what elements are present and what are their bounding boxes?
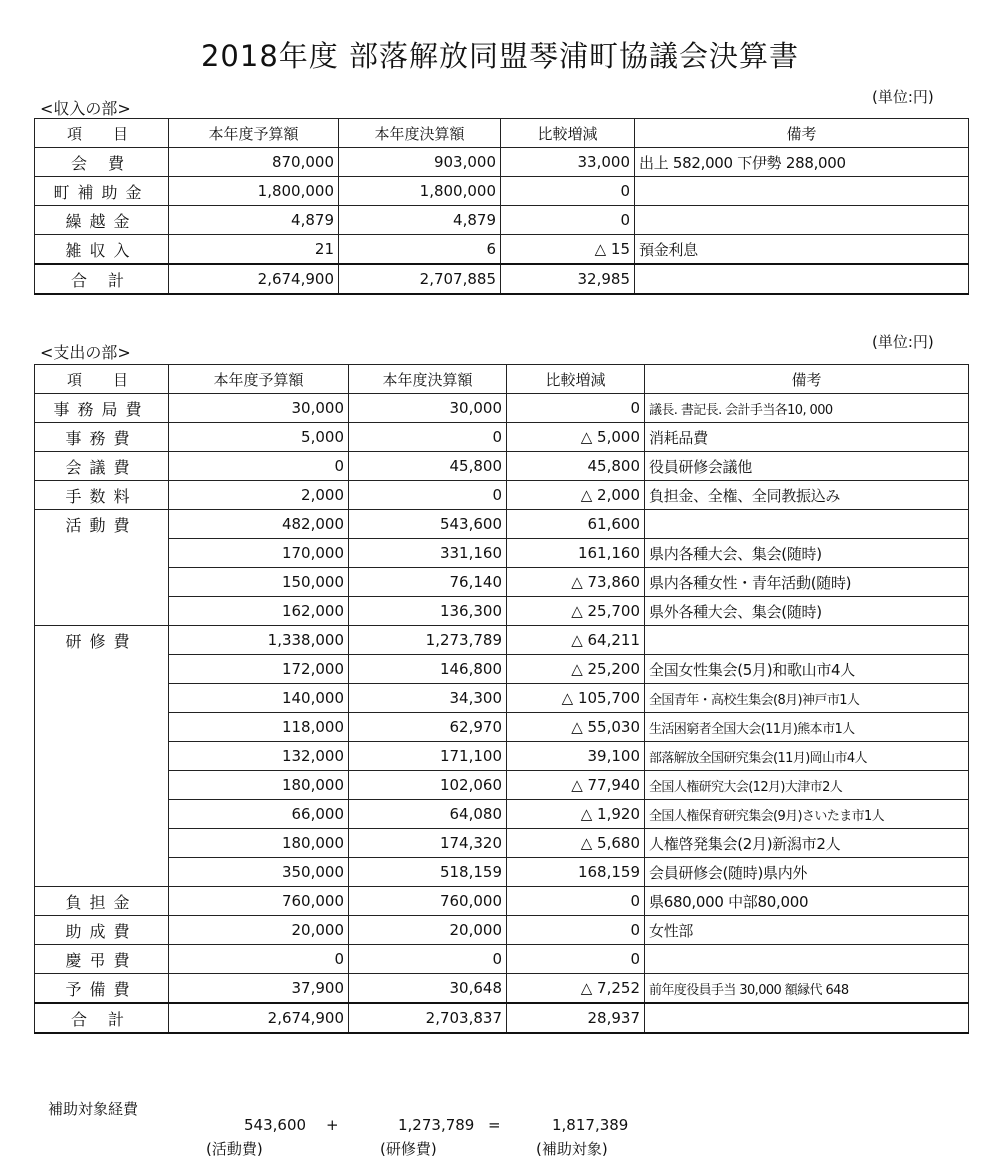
total-diff: 32,985 [501, 264, 635, 294]
row-actual: 331,160 [349, 539, 507, 568]
row-budget: 180,000 [169, 829, 349, 858]
table-row [35, 568, 969, 597]
row-budget: 172,000 [169, 655, 349, 684]
row-diff: △ 5,680 [507, 829, 645, 858]
total-row [35, 264, 969, 294]
table-row [35, 452, 969, 481]
row-diff: △ 73,860 [507, 568, 645, 597]
row-actual: 174,320 [349, 829, 507, 858]
table-row [35, 423, 969, 452]
table-row [35, 394, 969, 423]
row-diff: 0 [507, 916, 645, 945]
row-diff: △ 55,030 [507, 713, 645, 742]
row-diff: △ 7,252 [507, 974, 645, 1004]
table-row [35, 177, 969, 206]
table-row [35, 148, 969, 177]
table-row [35, 597, 969, 626]
row-item [35, 597, 169, 626]
row-item: 助成費 [35, 916, 169, 945]
row-diff: 168,159 [507, 858, 645, 887]
column-header: 比較増減 [501, 119, 635, 148]
row-budget: 482,000 [169, 510, 349, 539]
row-item [35, 800, 169, 829]
table-row [35, 713, 969, 742]
table-row [35, 481, 969, 510]
column-header: 項 目 [35, 365, 169, 394]
row-item: 事務費 [35, 423, 169, 452]
row-diff: △ 64,211 [507, 626, 645, 655]
row-actual: 4,879 [339, 206, 501, 235]
table-row [35, 655, 969, 684]
row-budget: 870,000 [169, 148, 339, 177]
row-budget: 132,000 [169, 742, 349, 771]
row-note: 全国人権研究大会(12月)大津市2人 [645, 771, 969, 800]
row-note: 女性部 [645, 916, 969, 945]
row-diff: 161,160 [507, 539, 645, 568]
row-actual: 171,100 [349, 742, 507, 771]
row-item: 活動費 [35, 510, 169, 539]
table-row [35, 235, 969, 265]
row-note [635, 177, 969, 206]
row-item: 事務局費 [35, 394, 169, 423]
row-note: 全国青年・高校生集会(8月)神戸市1人 [645, 684, 969, 713]
table-row [35, 539, 969, 568]
row-actual: 30,648 [349, 974, 507, 1004]
equals-sign: = [488, 1116, 501, 1134]
header-row [35, 119, 969, 148]
row-diff: 0 [501, 206, 635, 235]
row-diff: 0 [507, 394, 645, 423]
row-actual: 0 [349, 945, 507, 974]
row-actual: 136,300 [349, 597, 507, 626]
row-note: 役員研修会議他 [645, 452, 969, 481]
plus-sign: + [326, 1116, 339, 1134]
row-item [35, 829, 169, 858]
row-actual: 34,300 [349, 684, 507, 713]
row-actual: 0 [349, 481, 507, 510]
row-note: 負担金、全権、全同教振込み [645, 481, 969, 510]
row-note: 出上 582,000 下伊勢 288,000 [635, 148, 969, 177]
row-item: 会議費 [35, 452, 169, 481]
table-row [35, 510, 969, 539]
row-budget: 162,000 [169, 597, 349, 626]
column-header: 本年度決算額 [349, 365, 507, 394]
row-item [35, 771, 169, 800]
total-note [645, 1003, 969, 1033]
row-diff: △ 5,000 [507, 423, 645, 452]
row-budget: 760,000 [169, 887, 349, 916]
row-item [35, 684, 169, 713]
row-budget: 66,000 [169, 800, 349, 829]
subsidy-training-caption: (研修費) [380, 1140, 437, 1158]
row-note: 全国女性集会(5月)和歌山市4人 [645, 655, 969, 684]
document-title: 2018年度 部落解放同盟琴浦町協議会決算書 [200, 39, 800, 73]
row-diff: 61,600 [507, 510, 645, 539]
row-diff: 0 [507, 945, 645, 974]
income-unit-label: (単位:円) [872, 88, 934, 106]
row-budget: 20,000 [169, 916, 349, 945]
row-actual: 760,000 [349, 887, 507, 916]
row-diff: △ 25,200 [507, 655, 645, 684]
table-row [35, 974, 969, 1004]
row-note [645, 626, 969, 655]
row-item: 雑収入 [35, 235, 169, 265]
income-table [34, 118, 969, 295]
row-note: 県外各種大会、集会(随時) [645, 597, 969, 626]
row-actual: 64,080 [349, 800, 507, 829]
row-diff: △ 25,700 [507, 597, 645, 626]
total-actual: 2,703,837 [349, 1003, 507, 1033]
row-actual: 76,140 [349, 568, 507, 597]
row-budget: 5,000 [169, 423, 349, 452]
total-item: 合 計 [35, 1003, 169, 1033]
subsidy-total-caption: (補助対象) [536, 1140, 608, 1158]
row-budget: 0 [169, 945, 349, 974]
total-row [35, 1003, 969, 1033]
row-note: 部落解放全国研究集会(11月)岡山市4人 [645, 742, 969, 771]
row-budget: 0 [169, 452, 349, 481]
column-header: 項 目 [35, 119, 169, 148]
table-row [35, 945, 969, 974]
total-budget: 2,674,900 [169, 1003, 349, 1033]
row-note [645, 510, 969, 539]
table-row [35, 742, 969, 771]
column-header: 備考 [635, 119, 969, 148]
row-note: 全国人権保育研究集会(9月)さいたま市1人 [645, 800, 969, 829]
row-budget: 2,000 [169, 481, 349, 510]
subsidy-training-amount: 1,273,789 [398, 1116, 475, 1134]
row-item [35, 858, 169, 887]
table-row [35, 684, 969, 713]
row-actual: 102,060 [349, 771, 507, 800]
row-budget: 30,000 [169, 394, 349, 423]
column-header: 本年度決算額 [339, 119, 501, 148]
row-item: 負担金 [35, 887, 169, 916]
expense-section-label: <支出の部> [40, 343, 131, 362]
row-item: 慶弔費 [35, 945, 169, 974]
total-note [635, 264, 969, 294]
column-header: 本年度予算額 [169, 119, 339, 148]
row-item [35, 539, 169, 568]
row-budget: 4,879 [169, 206, 339, 235]
row-item [35, 742, 169, 771]
row-note: 生活困窮者全国大会(11月)熊本市1人 [645, 713, 969, 742]
row-item: 手数料 [35, 481, 169, 510]
row-diff: 39,100 [507, 742, 645, 771]
total-item: 合 計 [35, 264, 169, 294]
row-diff: 0 [501, 177, 635, 206]
row-diff: 0 [507, 887, 645, 916]
row-note [635, 206, 969, 235]
total-budget: 2,674,900 [169, 264, 339, 294]
total-actual: 2,707,885 [339, 264, 501, 294]
table-row [35, 858, 969, 887]
income-section-label: <収入の部> [40, 99, 131, 118]
row-diff: △ 77,940 [507, 771, 645, 800]
row-note: 会員研修会(随時)県内外 [645, 858, 969, 887]
row-note: 県内各種大会、集会(随時) [645, 539, 969, 568]
row-budget: 150,000 [169, 568, 349, 597]
row-item [35, 568, 169, 597]
row-item: 町補助金 [35, 177, 169, 206]
row-actual: 543,600 [349, 510, 507, 539]
row-diff: 45,800 [507, 452, 645, 481]
row-budget: 170,000 [169, 539, 349, 568]
table-row [35, 206, 969, 235]
row-note: 県680,000 中部80,000 [645, 887, 969, 916]
row-diff: △ 15 [501, 235, 635, 265]
row-note: 前年度役員手当 30,000 額縁代 648 [645, 974, 969, 1004]
row-diff: △ 1,920 [507, 800, 645, 829]
row-budget: 350,000 [169, 858, 349, 887]
row-note: 県内各種女性・青年活動(随時) [645, 568, 969, 597]
column-header: 比較増減 [507, 365, 645, 394]
row-item: 繰越金 [35, 206, 169, 235]
subsidy-activity-caption: (活動費) [206, 1140, 263, 1158]
row-actual: 0 [349, 423, 507, 452]
row-note: 人権啓発集会(2月)新潟市2人 [645, 829, 969, 858]
row-budget: 118,000 [169, 713, 349, 742]
table-row [35, 800, 969, 829]
expense-unit-label: (単位:円) [872, 333, 934, 351]
subsidy-activity-amount: 543,600 [244, 1116, 307, 1134]
row-actual: 1,800,000 [339, 177, 501, 206]
row-actual: 45,800 [349, 452, 507, 481]
column-header: 本年度予算額 [169, 365, 349, 394]
row-actual: 903,000 [339, 148, 501, 177]
row-note [645, 945, 969, 974]
row-actual: 6 [339, 235, 501, 265]
table-row [35, 916, 969, 945]
row-budget: 37,900 [169, 974, 349, 1004]
row-note: 議長. 書記長. 会計手当各10, 000 [645, 394, 969, 423]
subsidy-label: 補助対象経費 [48, 1100, 139, 1118]
row-item [35, 713, 169, 742]
total-diff: 28,937 [507, 1003, 645, 1033]
row-budget: 140,000 [169, 684, 349, 713]
table-row [35, 771, 969, 800]
row-actual: 146,800 [349, 655, 507, 684]
row-diff: 33,000 [501, 148, 635, 177]
header-row [35, 365, 969, 394]
expense-table [34, 364, 969, 1034]
row-item: 研修費 [35, 626, 169, 655]
row-diff: △ 105,700 [507, 684, 645, 713]
subsidy-total-amount: 1,817,389 [552, 1116, 629, 1134]
row-item: 予備費 [35, 974, 169, 1004]
row-actual: 30,000 [349, 394, 507, 423]
row-actual: 1,273,789 [349, 626, 507, 655]
table-row [35, 887, 969, 916]
row-note: 預金利息 [635, 235, 969, 265]
row-actual: 20,000 [349, 916, 507, 945]
row-item: 会 費 [35, 148, 169, 177]
row-actual: 62,970 [349, 713, 507, 742]
row-item [35, 655, 169, 684]
row-actual: 518,159 [349, 858, 507, 887]
row-note: 消耗品費 [645, 423, 969, 452]
table-row [35, 829, 969, 858]
row-budget: 1,800,000 [169, 177, 339, 206]
column-header: 備考 [645, 365, 969, 394]
table-row [35, 626, 969, 655]
row-diff: △ 2,000 [507, 481, 645, 510]
row-budget: 180,000 [169, 771, 349, 800]
row-budget: 1,338,000 [169, 626, 349, 655]
row-budget: 21 [169, 235, 339, 265]
